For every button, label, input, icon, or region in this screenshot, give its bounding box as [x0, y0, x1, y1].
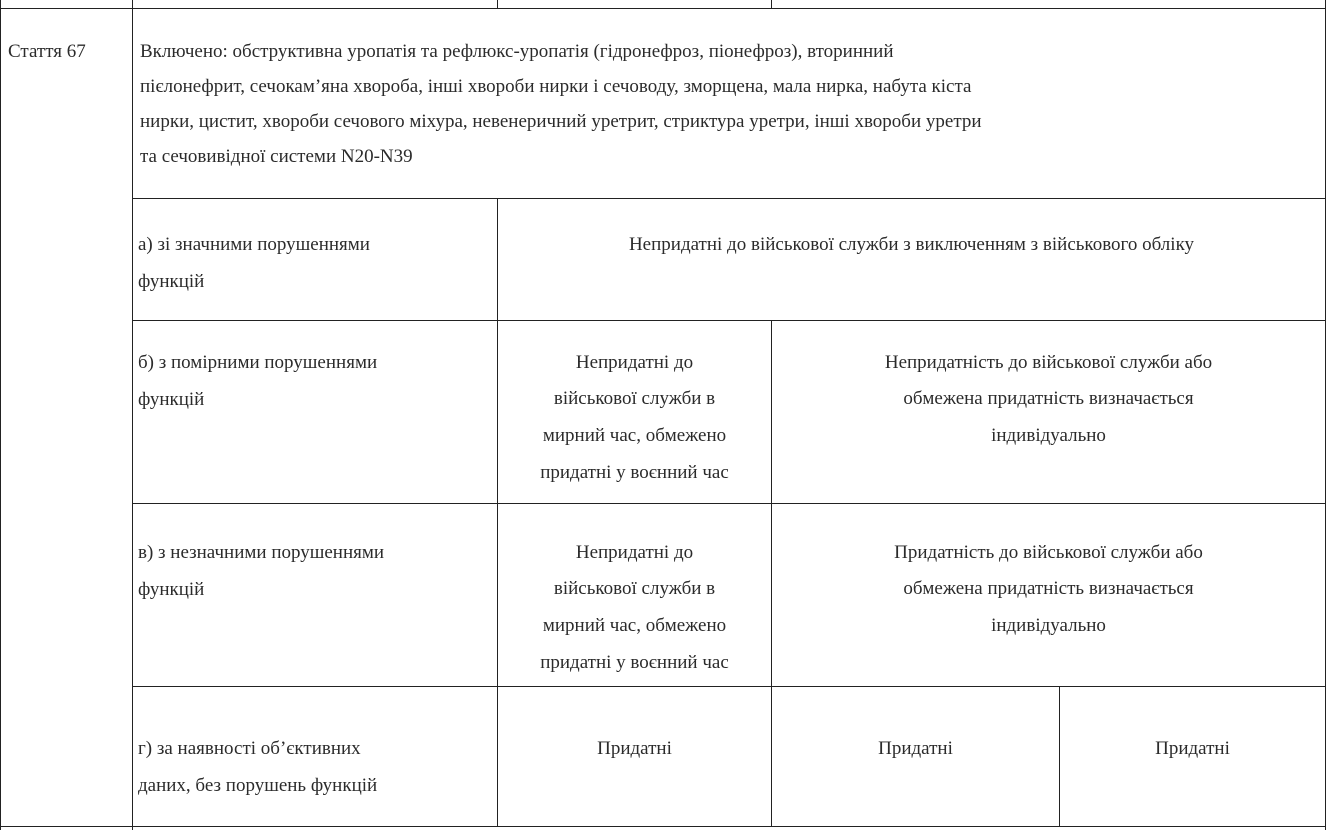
row-d-condition: г) за наявності об’єктивних — [138, 738, 361, 759]
row-c-individual-verdict: обмежена придатність визначається — [903, 578, 1194, 599]
row-b-condition: б) з помірними порушеннями — [138, 352, 378, 373]
row-b-individual-verdict: індивідуально — [991, 425, 1106, 446]
row-b-condition: функцій — [138, 389, 205, 410]
article-included-line: та сечовивідної системи N20-N39 — [140, 146, 413, 167]
article-included-line: нирки, цистит, хвороби сечового міхура, невенеричний уретрит, стриктура уретри, інші хвороби уретри — [140, 111, 982, 132]
row-b-peacetime-verdict: мирний час, обмежено — [542, 425, 727, 446]
table-border-after-row-b — [132, 503, 1326, 504]
row-c-peacetime-verdict: Непридатні до — [575, 542, 694, 563]
table-border-condition-column — [497, 198, 498, 826]
row-b-individual-verdict: обмежена придатність визначається — [903, 388, 1194, 409]
table-border-after-row-c — [132, 686, 1326, 687]
table-border-bottom — [0, 826, 1326, 827]
row-a-condition: функцій — [138, 271, 205, 292]
row-a-condition: а) зі значними порушеннями — [138, 234, 370, 255]
row-b-peacetime-verdict: придатні у воєнний час — [540, 462, 729, 483]
row-d-verdict-col3: Придатні — [878, 738, 953, 759]
row-d-condition: даних, без порушень функцій — [138, 775, 378, 796]
row-c-peacetime-verdict: мирний час, обмежено — [542, 615, 727, 636]
row-d-verdict-col4: Придатні — [1155, 738, 1230, 759]
row-a-verdict: Непридатні до військової служби з виключенням з військового обліку — [628, 234, 1195, 255]
table-border-after-description — [132, 198, 1326, 199]
row-b-peacetime-verdict: військової служби в — [553, 388, 716, 409]
table-border-top — [0, 8, 1326, 9]
row-d-verdict-col2: Придатні — [597, 738, 672, 759]
row-c-peacetime-verdict: військової служби в — [553, 578, 716, 599]
row-c-individual-verdict: Придатність до військової служби або — [894, 542, 1203, 563]
table-border-left — [0, 0, 1, 830]
article-included-line: Включено: обструктивна уропатія та рефлюкс-уропатія (гідронефроз, піонефроз), вторинний — [140, 41, 894, 62]
row-b-individual-verdict: Непридатність до військової служби або — [884, 352, 1213, 373]
row-c-condition: функцій — [138, 579, 205, 600]
table-border-top-partial-1 — [497, 0, 498, 8]
table-border-top-partial-2 — [771, 0, 772, 8]
article-included-line: пієлонефрит, сечокам’яна хвороба, інші хвороби нирки і сечоводу, зморщена, мала нирка, набута кіста — [140, 76, 972, 97]
row-c-peacetime-verdict: придатні у воєнний час — [540, 652, 729, 673]
row-b-peacetime-verdict: Непридатні до — [575, 352, 694, 373]
table-border-after-row-a — [132, 320, 1326, 321]
article-label: Стаття 67 — [8, 41, 86, 62]
row-c-condition: в) з незначними порушеннями — [138, 542, 385, 563]
table-border-article-column — [132, 0, 133, 830]
row-c-individual-verdict: індивідуально — [991, 615, 1106, 636]
